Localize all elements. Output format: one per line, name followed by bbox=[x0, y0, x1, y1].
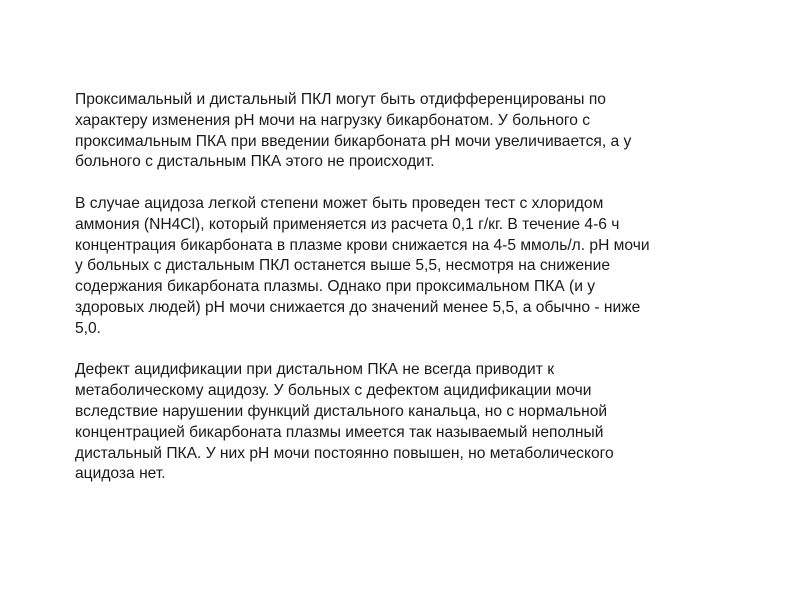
text-line: у больных с дистальным ПКЛ останется выше 5,5, несмотря на снижение bbox=[75, 257, 611, 275]
text-line: Проксимальный и дистальный ПКЛ могут быть отдифференцированы по bbox=[75, 91, 606, 108]
text-line: здоровых людей) pH мочи снижается до значений менее 5,5, а обычно - ниже bbox=[75, 298, 641, 316]
text-line: концентрация бикарбоната в плазме крови снижается на 4-5 ммоль/л. pH мочи bbox=[75, 236, 650, 254]
text-line: В случае ацидоза легкой степени может быть проведен тест с хлоридом bbox=[75, 194, 604, 212]
text-body bbox=[75, 90, 735, 506]
text-line: характеру изменения pH мочи на нагрузку бикарбонатом. У больного с bbox=[75, 111, 591, 129]
text-line: ацидоза нет. bbox=[75, 465, 166, 483]
text-line: концентрацией бикарбоната плазмы имеется так называемый неполный bbox=[75, 423, 604, 441]
paragraph-1 bbox=[75, 90, 735, 173]
text-line: аммония (NH4Cl), который применяется из расчета 0,1 г/кг. В течение 4-6 ч bbox=[75, 215, 620, 233]
paragraph-2 bbox=[75, 194, 735, 340]
paragraph-3 bbox=[75, 360, 735, 485]
text-line: Дефект ацидификации при дистальном ПКА не всегда приводит к bbox=[75, 361, 555, 379]
text-line: дистальный ПКА. У них pH мочи постоянно повышен, но метаболического bbox=[75, 444, 614, 462]
text-line: больного с дистальным ПКА этого не происходит. bbox=[75, 153, 435, 171]
text-line: содержания бикарбоната плазмы. Однако при проксимальном ПКА (и у bbox=[75, 278, 596, 296]
text-line: 5,0. bbox=[75, 319, 102, 337]
text-line: проксимальным ПКА при введении бикарбоната pH мочи увеличивается, а у bbox=[75, 132, 632, 150]
text-line: метаболическому ацидозу. У больных с дефектом ацидификации мочи bbox=[75, 382, 592, 400]
text-line: вследствие нарушении функций дистального канальца, но с нормальной bbox=[75, 402, 608, 420]
